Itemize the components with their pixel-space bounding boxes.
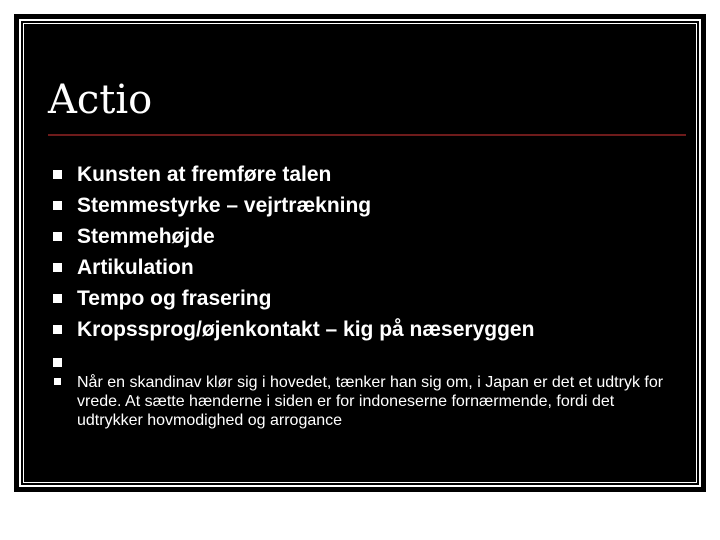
bullet-text: Kropssprog/øjenkontakt – kig på næseryggen (77, 318, 535, 341)
bullet-item-note (50, 371, 680, 430)
square-bullet-icon (53, 201, 62, 210)
bullet-item-empty (50, 345, 680, 371)
slide (14, 14, 706, 492)
square-bullet-icon (53, 232, 62, 241)
slide-title: Actio (48, 77, 153, 123)
square-bullet-icon (53, 294, 62, 303)
square-bullet-icon (53, 170, 62, 179)
bullet-item (50, 314, 680, 345)
bullet-item (50, 252, 680, 283)
square-bullet-icon (53, 358, 62, 367)
bullet-list (50, 159, 680, 430)
bullet-item (50, 283, 680, 314)
bullet-item (50, 221, 680, 252)
title-divider (48, 134, 686, 136)
bullet-text: Stemmehøjde (77, 225, 215, 248)
bullet-item (50, 159, 680, 190)
bullet-text: Artikulation (77, 256, 194, 279)
bullet-text: Stemmestyrke – vejrtrækning (77, 194, 372, 217)
square-bullet-icon (54, 378, 61, 385)
bullet-text: Når en skandinav klør sig i hovedet, tænker han sig om, i Japan er det et udtryk for vrede. At sætte hænderne i siden er for indoneserne fornærmende, fordi det udtrykker hovmodighed og arrogance (77, 374, 664, 429)
bullet-text: Tempo og frasering (77, 287, 272, 310)
bullet-item (50, 190, 680, 221)
square-bullet-icon (53, 325, 62, 334)
bullet-text: Kunsten at fremføre talen (77, 163, 332, 186)
square-bullet-icon (53, 263, 62, 272)
